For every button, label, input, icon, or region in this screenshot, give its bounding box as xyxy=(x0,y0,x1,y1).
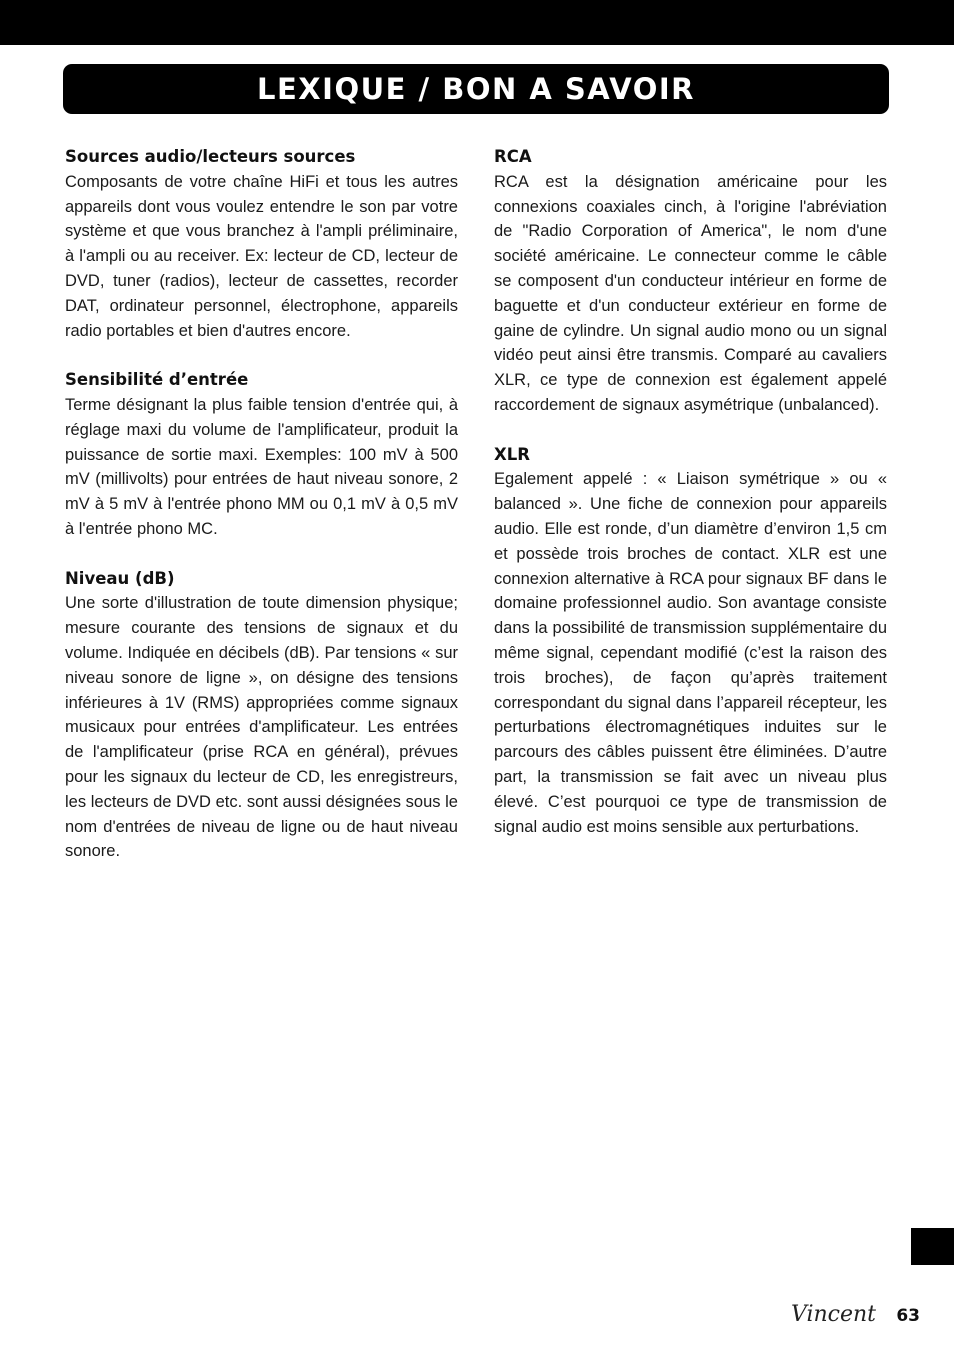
section-niveau xyxy=(65,567,458,865)
page-title: LEXIQUE / BON A SAVOIR xyxy=(257,72,695,106)
section-xlr xyxy=(494,443,887,840)
title-banner xyxy=(63,64,889,114)
brand-logo: Vincent xyxy=(790,1302,876,1327)
top-black-bar xyxy=(0,0,954,45)
section-heading: RCA xyxy=(494,147,532,166)
section-body: Une sorte d'illustration de toute dimension physique; mesure courante des tensions de signaux et du volume. Indiquée en décibels (dB). Par tensions « sur niveau sonore de ligne », on désigne des tensions inférieures à 1V (RMS) appropriées comme signaux musicaux pour entrées d'amplificateur. Les entrées de l'amplificateur (prise RCA en général), prévues pour les signaux du lecteur de CD, les enregistreurs, les lecteurs de DVD etc. sont aussi désignées sous le nom d'entrées de niveau de ligne ou de haut niveau sonore. xyxy=(65,594,458,861)
page-number: 63 xyxy=(896,1306,920,1326)
right-column xyxy=(494,145,887,864)
section-heading: Sensibilité d’entrée xyxy=(65,370,249,390)
section-rca xyxy=(494,145,887,418)
section-heading: Sources audio/lecteurs sources xyxy=(65,147,356,166)
section-sensibilite xyxy=(65,368,458,542)
section-sources-audio xyxy=(65,145,458,343)
section-body: Egalement appelé : « Liaison symétrique » ou « balanced ». Une fiche de connexion pour appareils audio. Elle est ronde, d’un diamètre d’environ 1,5 cm et possède trois broches de contact. XLR est une connexion alternative à RCA pour signaux BF dans le domaine professionnel audio. Son avantage consiste dans la possibilité de transmission supplémentaire du même signal, cependant modifié (c’est la raison des trois broches), de façon qu’après traitement correspondant du signal dans l’appareil récepteur, les perturbations électromagnétiques induites sur le parcours des câbles puissent être éliminées. D’autre part, la transmission se fait avec un niveau plus élevé. C’est pourquoi ce type de transmission de signal audio est moins sensible aux perturbations. xyxy=(494,470,887,836)
section-body: RCA est la désignation américaine pour les connexions coaxiales cinch, à l'origine l'abréviation de "Radio Corporation of America", le nom d'une société américaine. Le connecteur comme le câble se composent d'un conducteur intérieur en forme de baguette et d'un conducteur extérieur en forme de gaine de cylindre. Un signal audio mono ou un signal vidéo peut ainsi être transmis. Comparé au cavaliers XLR, ce type de connexion est également appelé raccordement de signaux asymétrique (unbalanced). xyxy=(494,172,887,414)
section-heading: Niveau (dB) xyxy=(65,568,175,588)
section-heading: XLR xyxy=(494,444,530,464)
side-thumb-tab xyxy=(911,1228,954,1265)
section-body: Terme désignant la plus faible tension d'entrée qui, à réglage maxi du volume de l'amplificateur, produit la puissance de sortie maxi. Exemples: 100 mV à 500 mV (millivolts) pour entrées de haut niveau sonore, 2 mV à 5 mV à l'entrée phono MM ou 0,1 mV à 0,5 mV à l'entrée phono MC. xyxy=(65,395,458,538)
left-column xyxy=(65,145,458,889)
section-body: Composants de votre chaîne HiFi et tous les autres appareils dont vous voulez entendre le son par votre système et que vous branchez à l'ampli préliminaire, à l'ampli ou au receiver. Ex: lecteur de CD, lecteur de DVD, tuner (radios), lecteur de cassettes, recorder DAT, ordinateur personnel, électrophone, appareils radio portables et bien d'autres encore. xyxy=(65,172,458,340)
